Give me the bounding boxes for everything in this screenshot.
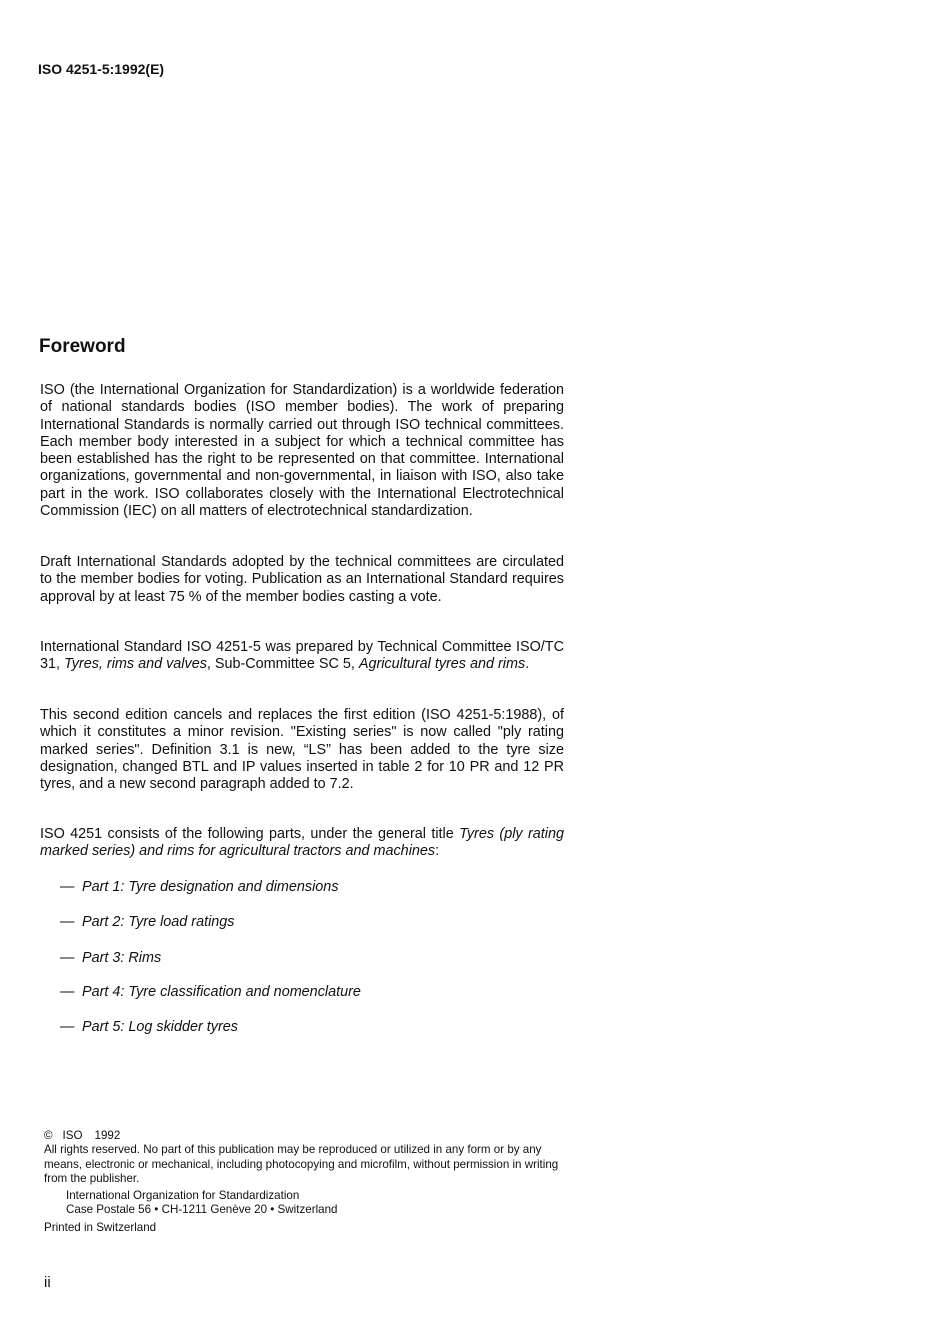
copyright-year: 1992 (94, 1129, 121, 1142)
section-title: Foreword (39, 336, 126, 357)
subcommittee-title: Agricultural tyres and rims (358, 656, 526, 673)
list-item (60, 914, 235, 930)
general-title: Tyres (ply rating marked series) and rims for agricultural tractors and machines (40, 826, 564, 860)
dash: — (60, 914, 75, 930)
paragraph-prepared-by (40, 639, 564, 674)
page-number: ii (44, 1274, 51, 1291)
dash: — (60, 1019, 75, 1035)
list-item (60, 879, 339, 895)
organization-address: Case Postale 56 • CH-1211 Genève 20 • Switzerland (66, 1203, 338, 1217)
dash: — (60, 950, 75, 966)
printed-in: Printed in Switzerland (44, 1220, 157, 1234)
paragraph-iso-intro: ISO (the International Organization for Standardization) is a worldwide federation of national standards bodies (ISO member bodies). The work of preparing International Standards is normally carried out through ISO technical committees. Each member body interested in a subject for which a technical committee has been established has the right to be represented on that committee. International organizations, governmental and non-governmental, in liaison with ISO, also take part in the work. ISO collaborates closely with the International Electrotechnical Commission (IEC) on all matters of electrotechnical standardization. (40, 382, 564, 520)
paragraph-parts-intro (40, 826, 564, 861)
text: International Standard ISO 4251-5 was prepared by Technical Committee ISO/TC 31, (40, 639, 564, 673)
dash: — (60, 984, 75, 1000)
organization-name: International Organization for Standardization (66, 1189, 300, 1203)
text: : (435, 843, 440, 860)
list-item (60, 1019, 238, 1035)
part-label: Part 1: Tyre designation and dimensions (82, 879, 339, 895)
part-label: Part 5: Log skidder tyres (82, 1019, 238, 1035)
part-label: Part 2: Tyre load ratings (82, 914, 235, 930)
copyright-icon: © (44, 1129, 53, 1142)
list-item (60, 984, 361, 1000)
dash: — (60, 879, 75, 895)
paragraph-edition-note: This second edition cancels and replaces the first edition (ISO 4251-5:1988), of which it constitutes a minor revision. "Existing series" is now called "ply rating marked series". Definition 3.1 is new, “LS” has been added to the tyre size designation, changed BTL and IP values inserted in table 2 for 10 PR and 12 PR tyres, and a new second paragraph added to 7.2. (40, 707, 564, 793)
rights-statement: All rights reserved. No part of this publication may be reproduced or utilized in any form or by any means, electronic or mechanical, including photocopying and microfilm, without permission in writing from the publisher. (44, 1143, 559, 1185)
text: ISO 4251 consists of the following parts, under the general title (40, 826, 460, 842)
document-identifier: ISO 4251-5:1992(E) (38, 61, 165, 77)
list-item (60, 950, 161, 966)
copyright-holder: ISO (62, 1129, 83, 1142)
paragraph-draft-standards: Draft International Standards adopted by the technical committees are circulated to the member bodies for voting. Publication as an International Standard requires approval by at least 75 % of the member bodies casting a vote. (40, 554, 564, 605)
part-label: Part 3: Rims (82, 950, 162, 966)
committee-title: Tyres, rims and valves (64, 656, 207, 673)
copyright-line (44, 1129, 574, 1143)
copyright-notice (44, 1129, 574, 1235)
part-label: Part 4: Tyre classification and nomenclature (82, 984, 361, 1000)
text: . (525, 656, 530, 673)
text: , Sub-Committee SC 5, (206, 656, 359, 673)
